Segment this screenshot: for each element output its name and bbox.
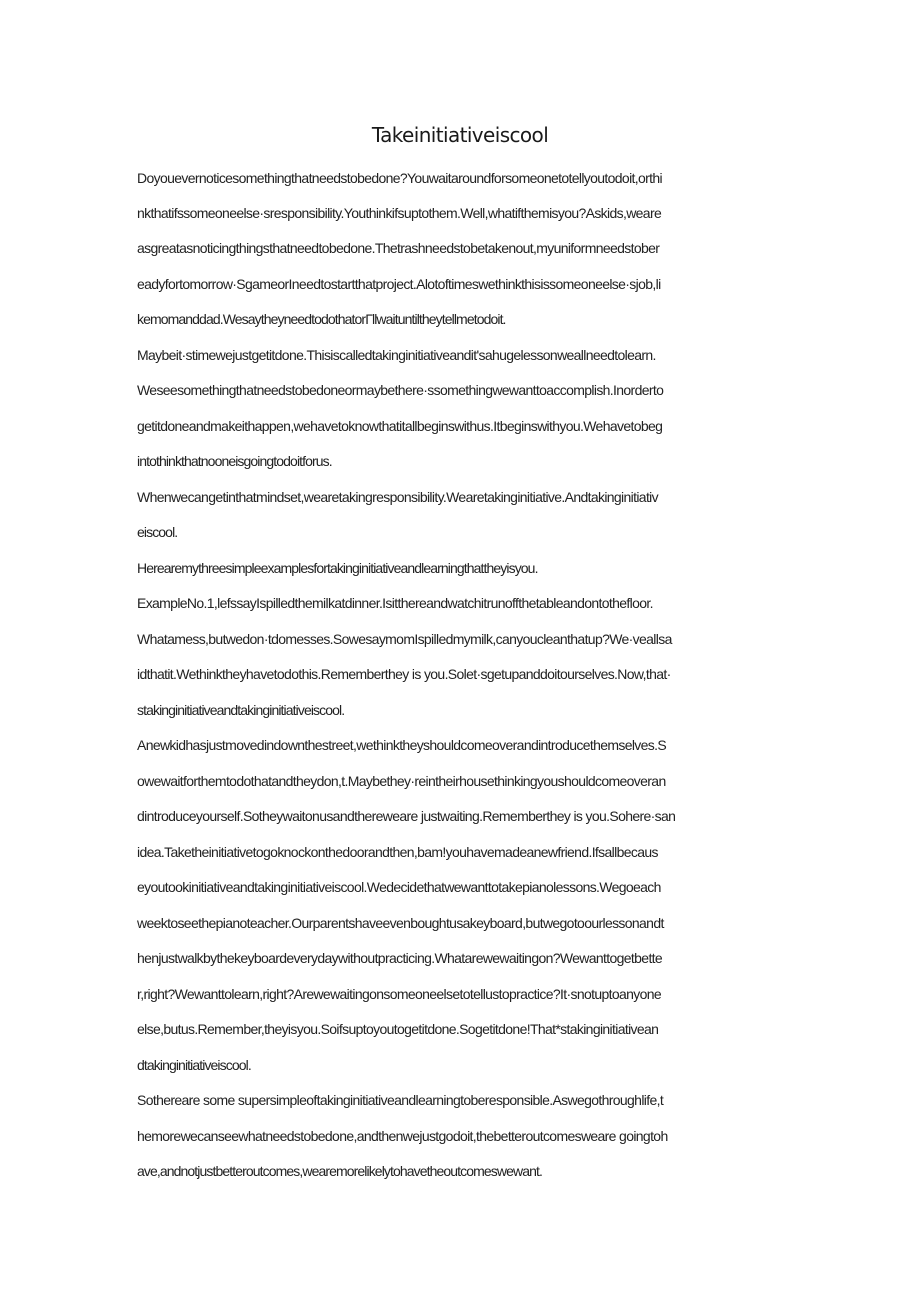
body-line: dtakinginitiativeiscool. [137,1057,251,1073]
body-line: asgreatasnoticingthingsthatneedtobedone.Thetrashneedstobetakenout,myuniformneedstober [137,240,660,256]
body-line: eadyfortomorrow·SgameorIneedtostartthatproject.Alotoftimeswethinkthisissomeoneelse·sjob,li [137,276,661,292]
body-line: henjustwalkbythekeyboardeverydaywithoutpracticing.Whatarewewaitingon?Wewanttogetbette [137,950,663,966]
body-line: Weseesomethingthatneedstobedoneormaybethere·ssomethingwewanttoaccomplish.Inorderto [137,382,664,398]
body-line: idthatit.Wethinktheyhavetodothis.Rememberthey is you.Solet·sgetupanddoitourselves.Now,that· [137,666,671,682]
body-line: weektoseethepianoteacher.Ourparentshaveevenboughtusakeyboard,butwegotoourlessonandt [137,915,664,931]
body-line: idea.Taketheinitiativetogoknockonthedoorandthen,bam!youhavemadeanewfriend.Ifsallbecaus [137,844,658,860]
body-line: eiscool. [137,524,178,540]
document-title: Takeinitiativeiscool [371,123,549,147]
body-line: else,butus.Remember,theyisyou.Soifsuptoyoutogetitdone.Sogetitdone!That*stakinginitiativean [137,1021,659,1037]
body-line: Whatamess,butwedon·tdomesses.SowesaymomIspilledmymilk,canyoucleanthatup?We·veallsa [137,631,672,647]
body-line: eyoutookinitiativeandtakinginitiativeiscool.Wedecidethatwewanttotakepianolessons.Wegoeach [137,879,661,895]
body-line: Sothereare some supersimpleoftakinginitiativeandlearningtoberesponsible.Aswegothroughlife,t [137,1092,664,1108]
body-line: Maybeit·stimewejustgetitdone.Thisiscalledtakinginitiativeandit'sahugelessonweallneedtolearn. [137,347,656,363]
body-line: ave,andnotjustbetteroutcomes,wearemorelikelytohavetheoutcomeswewant. [137,1163,542,1179]
body-line: intothinkthatnooneisgoingtodoitforus. [137,453,332,469]
body-line: Herearemythreesimpleexamplesfortakinginitiativeandlearningthattheyisyou. [137,560,538,576]
body-line: r,right?Wewanttolearn,right?Arewewaitingonsomeoneelsetotellustopractice?It·snotuptoanyone [137,986,662,1002]
body-line: kemomanddad.WesaytheyneedtodothatorΓllwaituntiltheytellmetodoit. [137,311,506,327]
body-line: owewaitforthemtodothatandtheydon,t.Maybethey·reintheirhousethinkingyoushouldcomeoveran [137,773,666,789]
body-line: ExampleNo.1,lefssayIspilledthemilkatdinner.Isitthereandwatchitrunoffthetableandontothefloor. [137,595,653,611]
body-line: getitdoneandmakeithappen,wehavetoknowthatitallbeginswithus.Itbeginswithyou.Wehavetobeg [137,418,663,434]
body-line: Doyouevernoticesomethingthatneedstobedone?Youwaitaroundforsomeonetotellyoutodoit,orthi [137,170,662,186]
body-line: Whenwecangetinthatmindset,wearetakingresponsibility.Wearetakinginitiative.Andtakinginitiativ [137,489,658,505]
body-line: Anewkidhasjustmovedindownthestreet,wethinktheyshouldcomeoverandintroducethemselves.S [137,737,667,753]
body-line: stakinginitiativeandtakinginitiativeiscool. [137,702,345,718]
body-line: nkthatifssomeoneelse·sresponsibility.Youthinkifsuptothem.Well,whatifthemisyou?Askids,weare [137,205,662,221]
body-line: dintroduceyourself.Sotheywaitonusandthereweare justwaiting.Rememberthey is you.Sohere·san [137,808,676,824]
body-line: hemorewecanseewhatneedstobedone,andthenwejustgodoit,thebetteroutcomesweare goingtoh [137,1128,668,1144]
